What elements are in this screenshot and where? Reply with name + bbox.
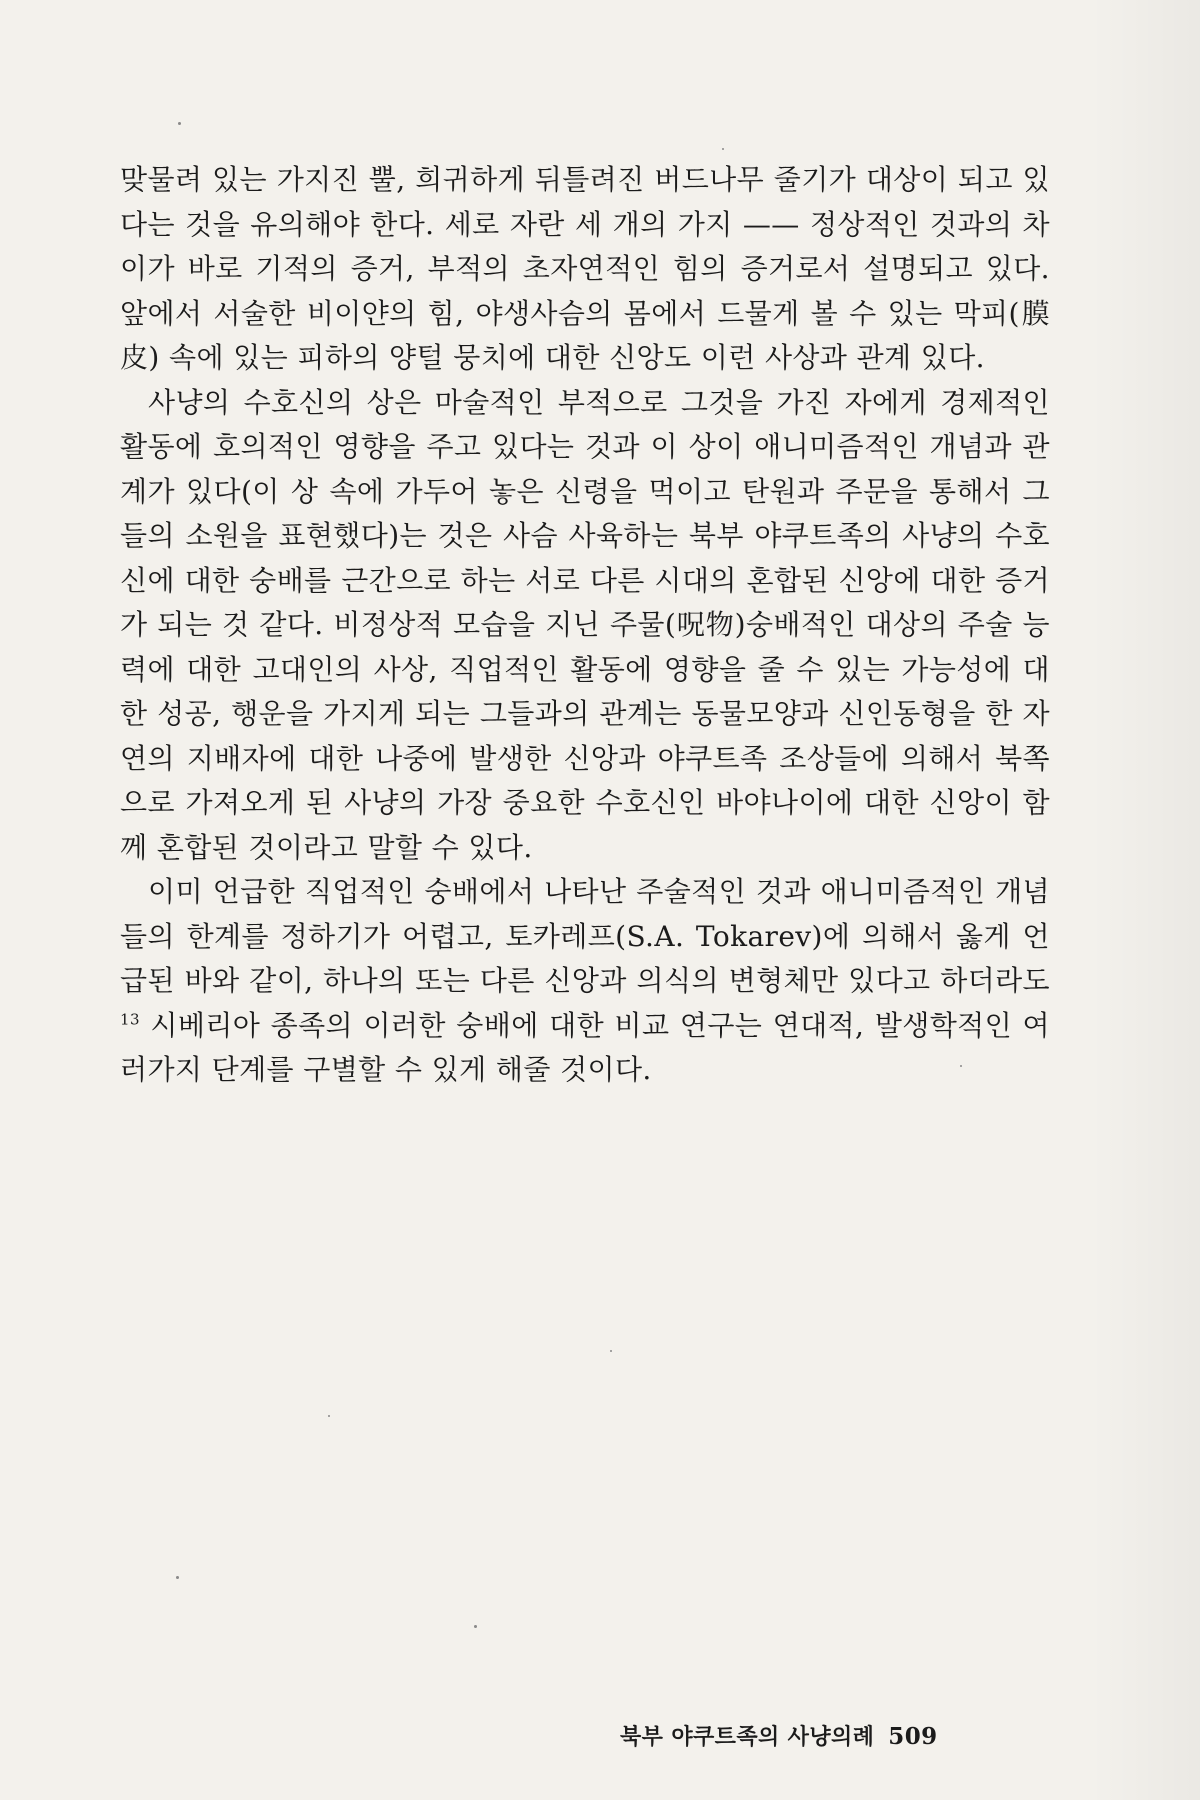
paragraph-3-text-before-footnote: 이미 언급한 직업적인 숭배에서 나타난 주술적인 것과 애니미즘적인 개념들의 한계를 정하기가 어렵고, 토카레프(S.A. Tokarev)에 의해서 옳게 언급된 바와 같이, 하나의 또는 다른 신앙과 의식의 변형체만 있다고 하더라도 <box>120 875 1050 997</box>
scan-speck <box>178 122 181 125</box>
paragraph-3-text-after-footnote: 시베리아 종족의 이러한 숭배에 대한 비교 연구는 연대적, 발생학적인 여러가지 단계를 구별할 수 있게 해줄 것이다. <box>120 1008 1050 1086</box>
footnote-reference: 13 <box>120 1010 140 1029</box>
running-footer <box>620 1720 1060 1760</box>
scan-speck <box>610 1350 612 1352</box>
paragraph-2: 사냥의 수호신의 상은 마술적인 부적으로 그것을 가진 자에게 경제적인 활동에 호의적인 영향을 주고 있다는 것과 이 상이 애니미즘적인 개념과 관계가 있다(이 상 속에 가두어 놓은 신령을 먹이고 탄원과 주문을 통해서 그들의 소원을 표현했다)는 것은 사슴 사육하는 북부 야쿠트족의 사냥의 수호신에 대한 숭배를 근간으로 하는 서로 다른 시대의 혼합된 신앙에 대한 증거가 되는 것 같다. 비정상적 모습을 지닌 주물(呪物)숭배적인 대상의 주술 능력에 대한 고대인의 사상, 직업적인 활동에 영향을 줄 수 있는 가능성에 대한 성공, 행운을 가지게 되는 그들과의 관계는 동물모양과 신인동형을 한 자연의 지배자에 대한 나중에 발생한 신앙과 야쿠트족 조상들에 의해서 북쪽으로 가져오게 된 사냥의 가장 중요한 수호신인 바야나이에 대한 신앙이 함께 혼합된 것이라고 말할 수 있다. <box>120 385 1050 864</box>
page-number: 509 <box>888 1723 938 1750</box>
scan-speck <box>722 148 724 150</box>
page-gutter-shadow <box>1090 0 1200 1800</box>
body-text <box>120 158 1050 1093</box>
scan-speck <box>474 1625 477 1628</box>
paragraph-3 <box>120 870 1050 1093</box>
running-title: 북부 야쿠트족의 사냥의례 <box>620 1725 875 1750</box>
paragraph-1: 맞물려 있는 가지진 뿔, 희귀하게 뒤틀려진 버드나무 줄기가 대상이 되고 있다는 것을 유의해야 한다. 세로 자란 세 개의 가지 —— 정상적인 것과의 차이가 바로 기적의 증거, 부적의 초자연적인 힘의 증거로서 설명되고 있다. 앞에서 서술한 비이얀의 힘, 야생사슴의 몸에서 드물게 볼 수 있는 막피(膜皮) 속에 있는 피하의 양털 뭉치에 대한 신앙도 이런 사상과 관계 있다. <box>120 163 1050 374</box>
scan-speck <box>176 1576 179 1579</box>
scan-speck <box>328 1415 330 1417</box>
